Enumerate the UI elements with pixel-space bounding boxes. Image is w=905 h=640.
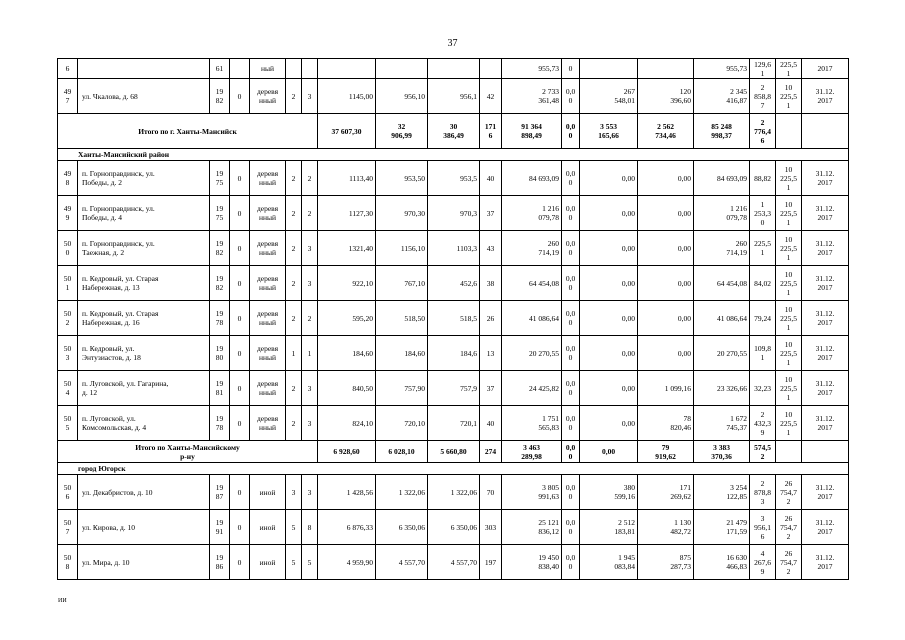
total-empty-cell xyxy=(802,114,849,149)
cell-total-cost: 25 121 836,12 xyxy=(502,510,562,545)
cell-total-area: 1113,40 xyxy=(318,161,376,196)
cell-owners-funds: 260 714,19 xyxy=(694,231,750,266)
cell-living-area: 757,90 xyxy=(376,371,428,406)
cell-cost-per-m2: 2 878,8 3 xyxy=(750,475,776,510)
total-a1: 6 028,10 xyxy=(376,441,428,463)
cell-entrances: 3 xyxy=(302,231,318,266)
cell-row-number: 49 9 xyxy=(58,196,78,231)
cell-total-cost: 1 751 565,83 xyxy=(502,406,562,441)
cell-build-year: 19 82 xyxy=(210,266,230,301)
cell-total-cost: 955,73 xyxy=(502,59,562,79)
cell-row-number: 50 5 xyxy=(58,406,78,441)
cell-deadline: 31.12. 2017 xyxy=(802,196,849,231)
cell-limit-per-m2: 26 754,7 2 xyxy=(776,510,802,545)
cell-deadline: 31.12. 2017 xyxy=(802,79,849,114)
cell-limit-per-m2: 10 225,5 1 xyxy=(776,196,802,231)
cell-wear: 0 xyxy=(230,196,250,231)
cell-limit-per-m2: 10 225,5 1 xyxy=(776,336,802,371)
cell-total-cost: 64 454,08 xyxy=(502,266,562,301)
cell-cost-per-m2: 2 432,3 9 xyxy=(750,406,776,441)
cell-floors: 2 xyxy=(286,196,302,231)
total-f1: 0,00 xyxy=(580,441,638,463)
cell-floors: 2 xyxy=(286,231,302,266)
cell-residential-area: 4 557,70 xyxy=(428,545,480,580)
cell-budget-local xyxy=(638,59,694,79)
cell-entrances: 8 xyxy=(302,510,318,545)
cell-total-area: 1127,30 xyxy=(318,196,376,231)
cell-row-number: 50 3 xyxy=(58,336,78,371)
total-empty-cell xyxy=(776,441,802,463)
total-z: 0,0 0 xyxy=(562,114,580,149)
cell-row-number: 6 xyxy=(58,59,78,79)
cell-cost-per-m2: 2 858,8 7 xyxy=(750,79,776,114)
cell-wear: 0 xyxy=(230,475,250,510)
cell-wear: 0 xyxy=(230,301,250,336)
cell-entrances: 3 xyxy=(302,475,318,510)
total-empty-cell xyxy=(802,441,849,463)
cell-wear: 0 xyxy=(230,79,250,114)
cell-budget-local: 78 820,46 xyxy=(638,406,694,441)
cell-budget-ao: 0,00 xyxy=(580,266,638,301)
cell-total-cost: 260 714,19 xyxy=(502,231,562,266)
cell-wear: 0 xyxy=(230,161,250,196)
cell-fund-subsidy: 0,0 0 xyxy=(562,231,580,266)
cell-limit-per-m2: 10 225,5 1 xyxy=(776,406,802,441)
cell-build-year: 19 91 xyxy=(210,510,230,545)
cell-build-year: 19 82 xyxy=(210,231,230,266)
table-row xyxy=(58,196,849,231)
cell-cost-per-m2: 79,24 xyxy=(750,301,776,336)
cell-total-cost: 3 805 991,63 xyxy=(502,475,562,510)
cell-wall-type: деревя нный xyxy=(250,301,286,336)
cell-wall-type: деревя нный xyxy=(250,161,286,196)
cell-living-area xyxy=(376,59,428,79)
cell-residential-area xyxy=(428,59,480,79)
table-row xyxy=(58,161,849,196)
cell-floors: 1 xyxy=(286,336,302,371)
cell-deadline: 31.12. 2017 xyxy=(802,301,849,336)
table-row xyxy=(58,371,849,406)
cell-total-area: 922,10 xyxy=(318,266,376,301)
cell-budget-ao: 0,00 xyxy=(580,336,638,371)
cell-residents: 40 xyxy=(480,406,502,441)
cell-cost-per-m2: 4 267,6 9 xyxy=(750,545,776,580)
cell-residents: 43 xyxy=(480,231,502,266)
cell-row-number: 50 7 xyxy=(58,510,78,545)
cell-build-year: 61 xyxy=(210,59,230,79)
cell-build-year: 19 81 xyxy=(210,371,230,406)
total-rest: 3 383 370,36 xyxy=(694,441,750,463)
cell-cost-per-m2: 1 253,3 0 xyxy=(750,196,776,231)
cell-deadline: 31.12. 2017 xyxy=(802,371,849,406)
table-row xyxy=(58,59,849,79)
cell-total-area xyxy=(318,59,376,79)
total-f2: 2 562 734,46 xyxy=(638,114,694,149)
total-pm: 2 776,4 6 xyxy=(750,114,776,149)
cell-wear xyxy=(230,59,250,79)
cell-floors: 2 xyxy=(286,371,302,406)
cell-budget-local: 1 099,16 xyxy=(638,371,694,406)
cell-residents: 70 xyxy=(480,475,502,510)
cell-total-cost: 84 693,09 xyxy=(502,161,562,196)
cell-cost-per-m2: 225,5 1 xyxy=(750,231,776,266)
cell-wear: 0 xyxy=(230,406,250,441)
cell-build-year: 19 78 xyxy=(210,301,230,336)
cell-row-number: 49 8 xyxy=(58,161,78,196)
cell-total-cost: 41 086,64 xyxy=(502,301,562,336)
cell-row-number: 50 4 xyxy=(58,371,78,406)
cell-address xyxy=(78,59,210,79)
cell-cost-per-m2: 88,82 xyxy=(750,161,776,196)
cell-address: п. Кедровый, ул. Старая Набережная, д. 13 xyxy=(78,266,210,301)
total-a2: 30 386,49 xyxy=(428,114,480,149)
cell-living-area: 518,50 xyxy=(376,301,428,336)
cell-owners-funds: 20 270,55 xyxy=(694,336,750,371)
cell-total-area: 1145,00 xyxy=(318,79,376,114)
cell-cost-per-m2: 3 956,1 6 xyxy=(750,510,776,545)
cell-owners-funds: 21 479 171,59 xyxy=(694,510,750,545)
cell-entrances: 3 xyxy=(302,406,318,441)
cell-address: п. Луговской, ул. Комсомольская, д. 4 xyxy=(78,406,210,441)
total-f2: 79 919,62 xyxy=(638,441,694,463)
cell-residential-area: 1 322,06 xyxy=(428,475,480,510)
section-header-row xyxy=(58,149,849,161)
cell-build-year: 19 87 xyxy=(210,475,230,510)
cell-cost-per-m2: 109,8 1 xyxy=(750,336,776,371)
cell-residents: 42 xyxy=(480,79,502,114)
cell-owners-funds: 41 086,64 xyxy=(694,301,750,336)
cell-wall-type: деревя нный xyxy=(250,231,286,266)
cell-deadline: 2017 xyxy=(802,59,849,79)
cell-floors: 2 xyxy=(286,79,302,114)
cell-living-area: 953,50 xyxy=(376,161,428,196)
cell-residential-area: 6 350,06 xyxy=(428,510,480,545)
cell-limit-per-m2: 26 754,7 2 xyxy=(776,475,802,510)
cell-total-area: 6 876,33 xyxy=(318,510,376,545)
cell-budget-ao: 0,00 xyxy=(580,371,638,406)
cell-build-year: 19 78 xyxy=(210,406,230,441)
cell-living-area: 1 322,06 xyxy=(376,475,428,510)
cell-limit-per-m2: 26 754,7 2 xyxy=(776,545,802,580)
table-body xyxy=(58,59,849,580)
total-row xyxy=(58,114,849,149)
cell-living-area: 970,30 xyxy=(376,196,428,231)
cell-address: ул. Чкалова, д. 68 xyxy=(78,79,210,114)
cell-row-number: 50 8 xyxy=(58,545,78,580)
table-row xyxy=(58,475,849,510)
cell-fund-subsidy: 0,0 0 xyxy=(562,301,580,336)
cell-build-year: 19 75 xyxy=(210,196,230,231)
total-pm: 574,5 2 xyxy=(750,441,776,463)
cell-deadline: 31.12. 2017 xyxy=(802,545,849,580)
cell-row-number: 50 0 xyxy=(58,231,78,266)
cell-floors: 2 xyxy=(286,266,302,301)
cell-owners-funds: 3 254 122,85 xyxy=(694,475,750,510)
cell-limit-per-m2: 10 225,5 1 xyxy=(776,371,802,406)
cell-residential-area: 184,6 xyxy=(428,336,480,371)
cell-budget-ao: 267 548,01 xyxy=(580,79,638,114)
cell-deadline: 31.12. 2017 xyxy=(802,266,849,301)
cell-fund-subsidy: 0,0 0 xyxy=(562,475,580,510)
cell-residents: 303 xyxy=(480,510,502,545)
total-empty-cell xyxy=(776,114,802,149)
cell-entrances: 2 xyxy=(302,196,318,231)
total-a1: 32 906,99 xyxy=(376,114,428,149)
cell-wall-type: иной xyxy=(250,545,286,580)
cell-owners-funds: 84 693,09 xyxy=(694,161,750,196)
cell-budget-ao: 0,00 xyxy=(580,231,638,266)
total-c: 171 6 xyxy=(480,114,502,149)
cell-address: п. Горноправдинск, ул. Таежная, д. 2 xyxy=(78,231,210,266)
table-row xyxy=(58,545,849,580)
cell-wall-type: деревя нный xyxy=(250,371,286,406)
cell-budget-ao: 0,00 xyxy=(580,406,638,441)
cell-budget-local: 0,00 xyxy=(638,266,694,301)
cell-residential-area: 1103,3 xyxy=(428,231,480,266)
cell-limit-per-m2: 10 225,5 1 xyxy=(776,79,802,114)
cell-owners-funds: 2 345 416,87 xyxy=(694,79,750,114)
cell-wear: 0 xyxy=(230,545,250,580)
total-cost: 91 364 898,49 xyxy=(502,114,562,149)
cell-owners-funds: 16 630 466,83 xyxy=(694,545,750,580)
cell-address: п. Горноправдинск, ул. Победы, д. 2 xyxy=(78,161,210,196)
cell-residents: 37 xyxy=(480,196,502,231)
table-row xyxy=(58,79,849,114)
table-row xyxy=(58,510,849,545)
cell-fund-subsidy: 0,0 0 xyxy=(562,196,580,231)
cell-wall-type: деревя нный xyxy=(250,196,286,231)
cell-cost-per-m2: 32,23 xyxy=(750,371,776,406)
cell-living-area: 184,60 xyxy=(376,336,428,371)
total-cost: 3 463 289,98 xyxy=(502,441,562,463)
cell-residential-area: 757,9 xyxy=(428,371,480,406)
cell-total-cost: 19 450 838,40 xyxy=(502,545,562,580)
cell-budget-local: 0,00 xyxy=(638,231,694,266)
cell-limit-per-m2: 10 225,5 1 xyxy=(776,161,802,196)
cell-budget-local: 0,00 xyxy=(638,336,694,371)
total-z: 0,0 0 xyxy=(562,441,580,463)
cell-budget-ao: 0,00 xyxy=(580,301,638,336)
cell-budget-ao: 0,00 xyxy=(580,161,638,196)
cell-budget-local: 120 396,60 xyxy=(638,79,694,114)
cell-residential-area: 956,1 xyxy=(428,79,480,114)
cell-limit-per-m2: 10 225,5 1 xyxy=(776,301,802,336)
cell-entrances: 1 xyxy=(302,336,318,371)
cell-fund-subsidy: 0,0 0 xyxy=(562,161,580,196)
section-title: Ханты-Мансийский район xyxy=(58,149,849,161)
total-c: 274 xyxy=(480,441,502,463)
cell-living-area: 720,10 xyxy=(376,406,428,441)
cell-wear: 0 xyxy=(230,510,250,545)
cell-wall-type: иной xyxy=(250,475,286,510)
cell-owners-funds: 64 454,08 xyxy=(694,266,750,301)
section-title: город Югорск xyxy=(58,463,849,475)
cell-deadline: 31.12. 2017 xyxy=(802,475,849,510)
cell-entrances: 5 xyxy=(302,545,318,580)
cell-build-year: 19 82 xyxy=(210,79,230,114)
cell-residential-area: 518,5 xyxy=(428,301,480,336)
cell-fund-subsidy: 0,0 0 xyxy=(562,545,580,580)
total-area: 6 928,60 xyxy=(318,441,376,463)
table-row xyxy=(58,336,849,371)
cell-row-number: 49 7 xyxy=(58,79,78,114)
cell-deadline: 31.12. 2017 xyxy=(802,161,849,196)
cell-build-year: 19 80 xyxy=(210,336,230,371)
cell-wall-type: деревя нный xyxy=(250,406,286,441)
cell-budget-ao: 2 512 183,81 xyxy=(580,510,638,545)
cell-residential-area: 953,5 xyxy=(428,161,480,196)
cell-limit-per-m2: 10 225,5 1 xyxy=(776,266,802,301)
cell-residents: 13 xyxy=(480,336,502,371)
cell-budget-local: 1 130 482,72 xyxy=(638,510,694,545)
cell-address: п. Горноправдинск, ул. Победы, д. 4 xyxy=(78,196,210,231)
cell-wall-type: деревя нный xyxy=(250,266,286,301)
cell-total-area: 1321,40 xyxy=(318,231,376,266)
cell-residents: 38 xyxy=(480,266,502,301)
cell-address: ул. Мира, д. 10 xyxy=(78,545,210,580)
section-header-row xyxy=(58,463,849,475)
cell-entrances: 3 xyxy=(302,371,318,406)
cell-entrances: 3 xyxy=(302,79,318,114)
cell-row-number: 50 1 xyxy=(58,266,78,301)
cell-cost-per-m2: 84,02 xyxy=(750,266,776,301)
cell-living-area: 6 350,06 xyxy=(376,510,428,545)
cell-total-area: 4 959,90 xyxy=(318,545,376,580)
cell-residents xyxy=(480,59,502,79)
cell-wear: 0 xyxy=(230,231,250,266)
cell-cost-per-m2: 129,6 1 xyxy=(750,59,776,79)
cell-entrances: 2 xyxy=(302,301,318,336)
total-a2: 5 660,80 xyxy=(428,441,480,463)
cell-residential-area: 452,6 xyxy=(428,266,480,301)
cell-owners-funds: 955,73 xyxy=(694,59,750,79)
cell-deadline: 31.12. 2017 xyxy=(802,231,849,266)
cell-fund-subsidy: 0,0 0 xyxy=(562,266,580,301)
cell-wall-type: деревя нный xyxy=(250,336,286,371)
cell-row-number: 50 6 xyxy=(58,475,78,510)
cell-limit-per-m2: 10 225,5 1 xyxy=(776,231,802,266)
housing-register-table xyxy=(57,58,849,580)
cell-row-number: 50 2 xyxy=(58,301,78,336)
page-number: 37 xyxy=(447,38,458,49)
cell-budget-ao: 380 599,16 xyxy=(580,475,638,510)
cell-address: п. Кедровый, ул. Старая Набережная, д. 16 xyxy=(78,301,210,336)
cell-living-area: 956,10 xyxy=(376,79,428,114)
cell-floors: 5 xyxy=(286,510,302,545)
cell-wear: 0 xyxy=(230,266,250,301)
cell-wall-type: иной xyxy=(250,510,286,545)
cell-budget-local: 0,00 xyxy=(638,196,694,231)
cell-living-area: 767,10 xyxy=(376,266,428,301)
cell-budget-ao: 1 945 083,84 xyxy=(580,545,638,580)
total-label: Итого по г. Ханты-Мансийск xyxy=(58,114,318,149)
cell-floors: 2 xyxy=(286,301,302,336)
cell-wall-type: деревя нный xyxy=(250,79,286,114)
cell-entrances xyxy=(302,59,318,79)
cell-residents: 26 xyxy=(480,301,502,336)
cell-wall-type: ный xyxy=(250,59,286,79)
cell-budget-local: 0,00 xyxy=(638,161,694,196)
table-row xyxy=(58,231,849,266)
cell-fund-subsidy: 0,0 0 xyxy=(562,79,580,114)
cell-deadline: 31.12. 2017 xyxy=(802,406,849,441)
total-f1: 3 553 165,66 xyxy=(580,114,638,149)
cell-fund-subsidy: 0 xyxy=(562,59,580,79)
cell-budget-ao: 0,00 xyxy=(580,196,638,231)
cell-residential-area: 720,1 xyxy=(428,406,480,441)
cell-owners-funds: 23 326,66 xyxy=(694,371,750,406)
cell-budget-ao xyxy=(580,59,638,79)
table-row xyxy=(58,301,849,336)
cell-entrances: 2 xyxy=(302,161,318,196)
cell-entrances: 3 xyxy=(302,266,318,301)
cell-total-cost: 1 216 079,78 xyxy=(502,196,562,231)
cell-floors: 3 xyxy=(286,475,302,510)
cell-deadline: 31.12. 2017 xyxy=(802,336,849,371)
cell-fund-subsidy: 0,0 0 xyxy=(562,406,580,441)
cell-limit-per-m2: 225,5 1 xyxy=(776,59,802,79)
cell-total-area: 184,60 xyxy=(318,336,376,371)
cell-address: ул. Декабристов, д. 10 xyxy=(78,475,210,510)
cell-total-area: 595,20 xyxy=(318,301,376,336)
cell-residents: 40 xyxy=(480,161,502,196)
cell-total-cost: 24 425,82 xyxy=(502,371,562,406)
cell-total-cost: 20 270,55 xyxy=(502,336,562,371)
total-rest: 85 248 998,37 xyxy=(694,114,750,149)
total-row xyxy=(58,441,849,463)
cell-address: п. Луговской, ул. Гагарина, д. 12 xyxy=(78,371,210,406)
cell-total-area: 840,50 xyxy=(318,371,376,406)
cell-owners-funds: 1 216 079,78 xyxy=(694,196,750,231)
cell-floors: 2 xyxy=(286,406,302,441)
cell-fund-subsidy: 0,0 0 xyxy=(562,510,580,545)
cell-total-cost: 2 733 361,48 xyxy=(502,79,562,114)
cell-build-year: 19 75 xyxy=(210,161,230,196)
total-label: Итого по Ханты-Мансийскому р-ну xyxy=(58,441,318,463)
cell-owners-funds: 1 672 745,37 xyxy=(694,406,750,441)
cell-floors xyxy=(286,59,302,79)
cell-residents: 197 xyxy=(480,545,502,580)
cell-living-area: 1156,10 xyxy=(376,231,428,266)
cell-total-area: 824,10 xyxy=(318,406,376,441)
cell-build-year: 19 86 xyxy=(210,545,230,580)
cell-budget-local: 0,00 xyxy=(638,301,694,336)
cell-wear: 0 xyxy=(230,336,250,371)
cell-living-area: 4 557,70 xyxy=(376,545,428,580)
cell-deadline: 31.12. 2017 xyxy=(802,510,849,545)
total-area: 37 607,30 xyxy=(318,114,376,149)
cell-address: п. Кедровый, ул. Энтузиастов, д. 18 xyxy=(78,336,210,371)
cell-budget-local: 171 269,62 xyxy=(638,475,694,510)
footer-mark: ИИ xyxy=(58,598,67,604)
cell-residents: 37 xyxy=(480,371,502,406)
cell-wear: 0 xyxy=(230,371,250,406)
cell-floors: 5 xyxy=(286,545,302,580)
table-row xyxy=(58,406,849,441)
cell-budget-local: 875 287,73 xyxy=(638,545,694,580)
table-row xyxy=(58,266,849,301)
cell-fund-subsidy: 0,0 0 xyxy=(562,336,580,371)
cell-floors: 2 xyxy=(286,161,302,196)
cell-fund-subsidy: 0,0 0 xyxy=(562,371,580,406)
cell-residential-area: 970,3 xyxy=(428,196,480,231)
cell-address: ул. Кирова, д. 10 xyxy=(78,510,210,545)
cell-total-area: 1 428,56 xyxy=(318,475,376,510)
